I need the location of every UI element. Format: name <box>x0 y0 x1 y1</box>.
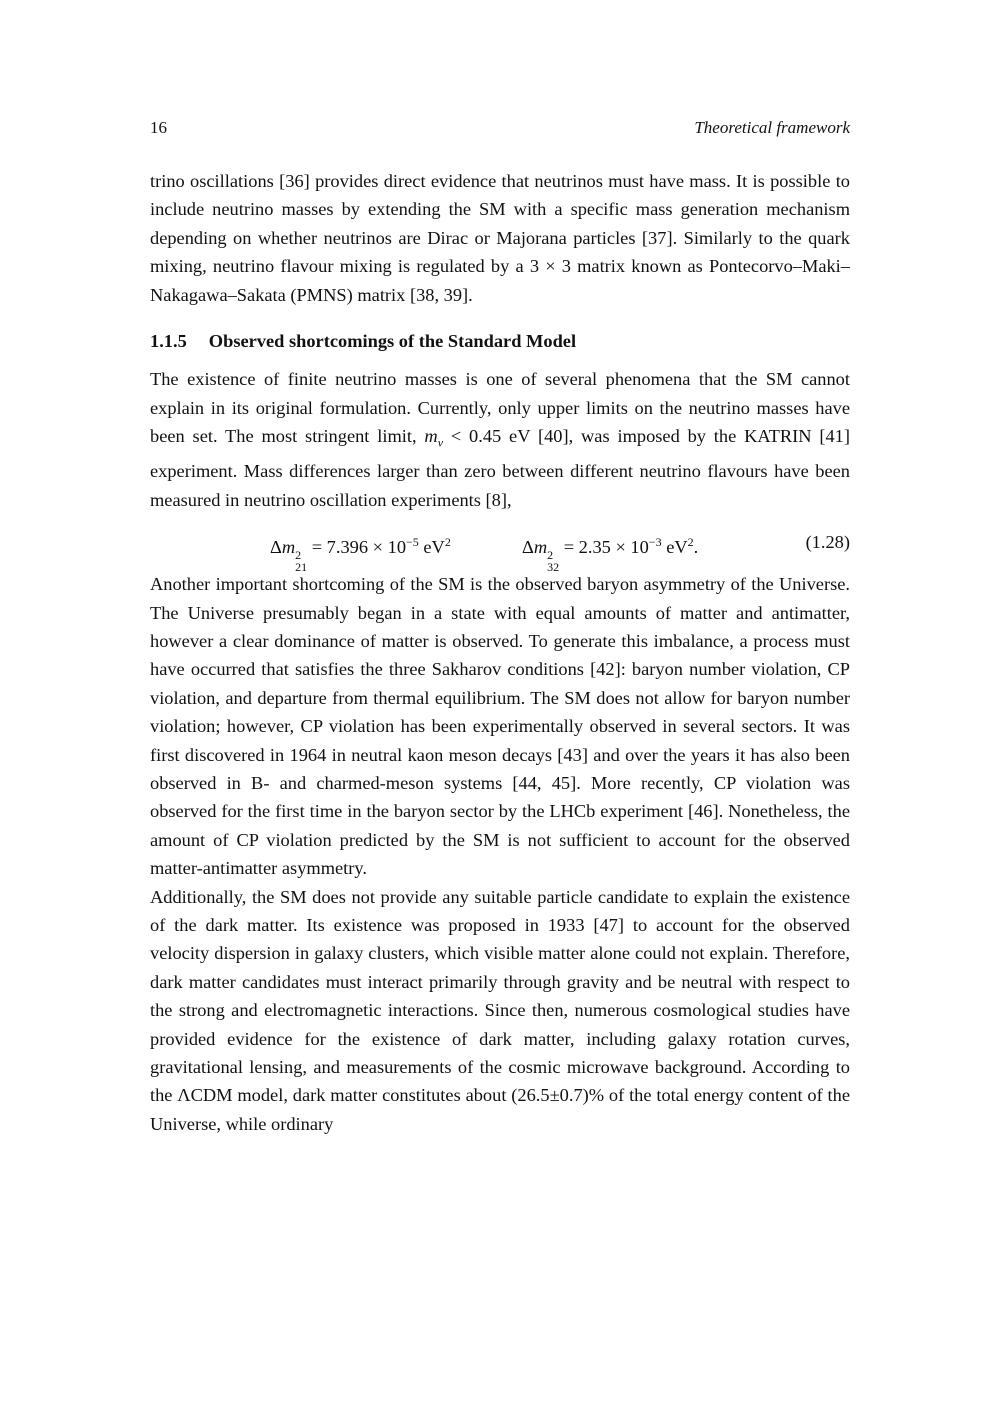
delta-symbol: Δ <box>522 537 534 558</box>
math-variable: m <box>424 426 438 447</box>
unit-exponent: 2 <box>444 535 451 550</box>
unit-exponent: 2 <box>687 535 694 550</box>
section-number: 1.1.5 <box>150 331 187 352</box>
math-variable: m <box>533 537 548 558</box>
delta-symbol: Δ <box>270 537 282 558</box>
math-subscript: ν <box>437 435 444 450</box>
equation-1-28 <box>150 528 850 575</box>
subscript: 32 <box>547 560 560 575</box>
running-title: Theoretical framework <box>694 118 850 137</box>
section-heading <box>150 327 850 355</box>
superscript: 2 <box>547 548 554 563</box>
paragraph-dark-matter: Additionally, the SM does not provide any suitable particle candidate to explain the existence of the dark matter. Its existence was proposed in 1933 [47] to account for the observed velocity dispersion in galaxy clusters, which visible matter alone could not explain. Therefore, dark matter candidates must interact primarily through gravity and be neutral with respect to the strong and electromagnetic interactions. Since then, numerous cosmological studies have provided evidence for the existence of dark matter, including galaxy rotation curves, gravitational lensing, and measurements of the cosmic microwave background. According to the ΛCDM model, dark matter constitutes about (26.5±0.7)% of the total energy content of the Universe, while ordinary <box>150 886 850 1134</box>
equation-right <box>522 528 698 573</box>
page-body <box>150 167 850 1138</box>
equation-end: . <box>693 537 699 558</box>
superscript: 2 <box>295 548 302 563</box>
unit: eV <box>661 537 688 558</box>
math-variable: m <box>281 537 296 558</box>
subscript: 21 <box>295 560 308 575</box>
unit: eV <box>418 537 445 558</box>
exponent: −3 <box>648 535 662 550</box>
paragraph-text: The existence of finite neutrino masses is one of several phenomena that the SM cannot explain in its original formulation. Currently, only upper limits on the neutrino masses have been set. The most stringent limit, <box>150 369 850 447</box>
section-title: Observed shortcomings of the Standard Model <box>208 331 577 352</box>
equation-value: = 2.35 × 10 <box>559 537 649 558</box>
page-header <box>150 118 850 142</box>
page-number: 16 <box>150 118 167 137</box>
equation-left <box>270 528 451 573</box>
equation-value: = 7.396 × 10 <box>307 537 407 558</box>
paragraph-text: < 0.45 eV [40], was imposed by the KATRIN [41] experiment. Mass differences larger than zero between different neutrino flavours have been measured in neutrino oscillation experiments [8], <box>150 426 850 510</box>
paragraph-baryon-asymmetry: Another important shortcoming of the SM is the observed baryon asymmetry of the Universe. The Universe presumably began in a state with equal amounts of matter and antimatter, however a clear dominance of matter is observed. To generate this imbalance, a process must have occurred that satisfies the three Sakharov conditions [42]: baryon number violation, CP violation, and departure from thermal equilibrium. The SM does not allow for baryon number violation; however, CP violation has been experimentally observed in several sectors. It was first discovered in 1964 in neutral kaon meson decays [43] and over the years it has also been observed in B- and charmed-meson systems [44, 45]. More recently, CP violation was observed for the first time in the baryon sector by the LHCb experiment [46]. Nonetheless, the amount of CP violation predicted by the SM is not sufficient to account for the observed matter-antimatter asymmetry. <box>150 574 850 879</box>
equation-number: (1.28) <box>805 532 850 553</box>
paragraph-neutrino-mixing: trino oscillations [36] provides direct evidence that neutrinos must have mass. It is possible to include neutrino masses by extending the SM with a specific mass generation mechanism depending on whether neutrinos are Dirac or Majorana particles [37]. Similarly to the quark mixing, neutrino flavour mixing is regulated by a 3 × 3 matrix known as Pontecorvo–Maki–Nakagawa–Sakata (PMNS) matrix [38, 39]. <box>150 171 850 305</box>
exponent: −5 <box>406 535 419 550</box>
paragraph-neutrino-masses <box>150 365 850 514</box>
